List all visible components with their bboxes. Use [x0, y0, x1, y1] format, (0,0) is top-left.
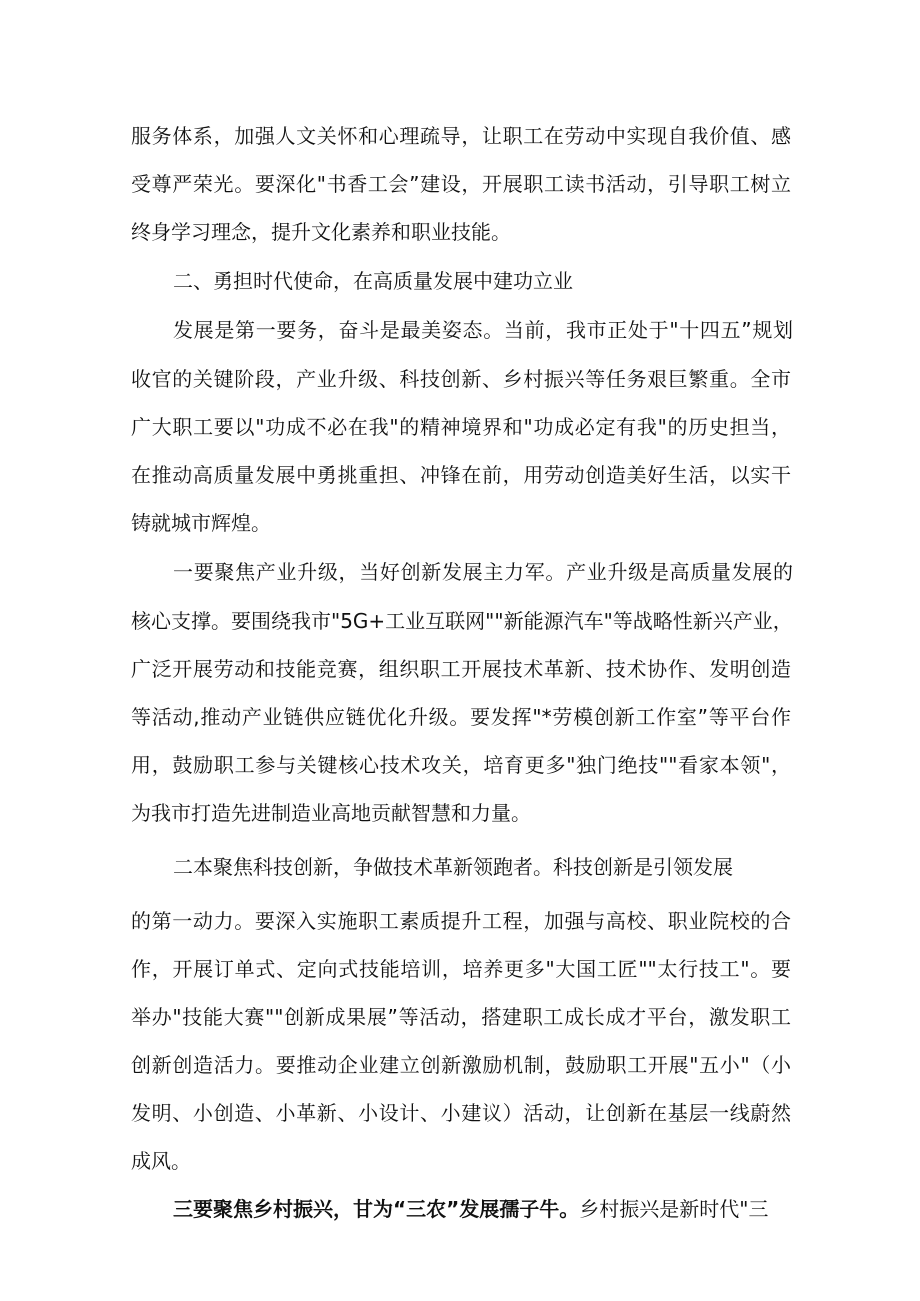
text-line: 铸就城市辉煌。 [131, 511, 271, 535]
text-line: 终身学习理念，提升文化素养和职业技能。 [131, 220, 511, 244]
text-line: 广泛开展劳动和技能竞赛，组织职工开展技术革新、技术协作、发明创造 [131, 657, 791, 681]
text-line: 在推动高质量发展中勇挑重担、冲锋在前，用劳动创造美好生活，以实干 [131, 463, 791, 487]
text-line: 发明、小创造、小革新、小设计、小建议）活动，让创新在基层一线蔚然 [131, 1101, 791, 1125]
bold-lead-sentence: 三要聚焦乡村振兴，甘为“三农”发展孺子牛。 [173, 1197, 580, 1221]
text-line: 收官的关键阶段，产业升级、科技创新、乡村振兴等任务艰巨繁重。全市 [131, 367, 791, 391]
text-line: 作，开展订单式、定向式技能培训，培养更多"大国工匠""太行技工"。要 [131, 957, 791, 981]
text-line: 发展是第一要务，奋斗是最美姿态。当前，我市正处于"十四五”规划 [173, 318, 793, 342]
text-line: 等活动,推动产业链供应链优化升级。要发挥"*劳模创新工作室”等平台作 [131, 705, 791, 729]
text-line: 服务体系，加强人文关怀和心理疏导，让职工在劳动中实现自我价值、感 [131, 124, 791, 148]
text-continuation: 乡村振兴是新时代"三 [579, 1197, 769, 1221]
text-line: 一要聚焦产业升级，当好创新发展主力军。产业升级是高质量发展的 [173, 560, 793, 584]
section-heading: 二、勇担时代使命，在高质量发展中建功立业 [173, 269, 573, 293]
text-line: 为我市打造先进制造业高地贡献智慧和力量。 [131, 801, 531, 825]
text-line: 的第一动力。要深入实施职工素质提升工程，加强与高校、职业院校的合 [131, 909, 791, 933]
text-line: 成风。 [131, 1149, 191, 1173]
text-line: 二本聚焦科技创新，争做技术革新领跑者。科技创新是引领发展 [173, 855, 733, 879]
text-line [173, 1197, 793, 1221]
text-line: 创新创造活力。要推动企业建立创新激励机制，鼓励职工开展"五小"（小 [131, 1053, 791, 1077]
text-line: 举办"技能大赛""创新成果展”等活动，搭建职工成长成才平台，激发职工 [131, 1005, 791, 1029]
text-line: 核心支撑。要围绕我市"5G+工业互联网""新能源汽车"等战略性新兴产业， [131, 609, 793, 633]
text-line: 广大职工要以"功成不必在我"的精神境界和"功成必定有我"的历史担当， [131, 415, 791, 439]
text-line: 用，鼓励职工参与关键核心技术攻关，培育更多"独门绝技""看家本领"， [131, 753, 791, 777]
text-line: 受尊严荣光。要深化"书香工会”建设，开展职工读书活动，引导职工树立 [131, 172, 791, 196]
